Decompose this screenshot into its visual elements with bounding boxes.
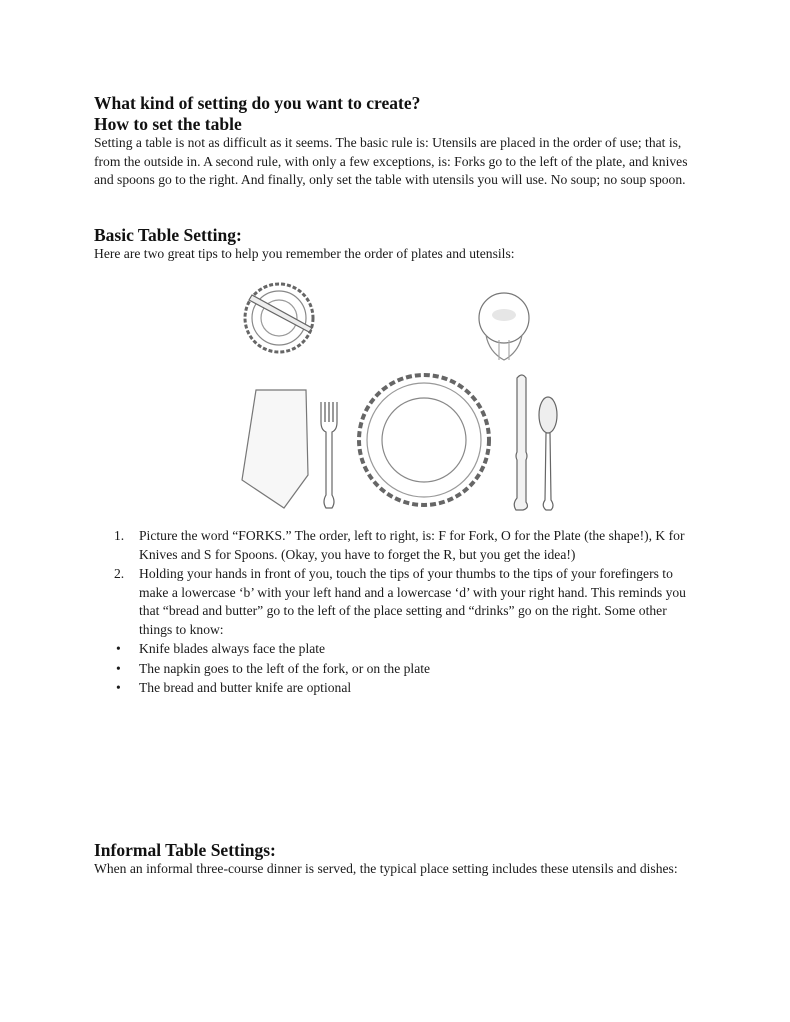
bread-plate-icon xyxy=(245,284,313,352)
list-item-text: Knife blades always face the plate xyxy=(139,641,326,656)
basic-setting-intro: Here are two great tips to help you remember the order of plates and utensils: xyxy=(94,246,515,261)
list-item xyxy=(114,660,699,679)
basic-setting-heading: Basic Table Setting: xyxy=(94,225,242,245)
dinner-plate-icon xyxy=(359,375,489,505)
list-marker: 1. xyxy=(114,528,125,543)
list-item xyxy=(114,565,699,639)
list-item-text: Picture the word “FORKS.” The order, left to right, is: F for Fork, O for the Plate (the shape!), K for Knives and S for Spoons. (Okay, you have to forget the R, but you get the idea!) xyxy=(139,528,685,562)
bullet-icon: • xyxy=(116,641,121,656)
spoon-icon xyxy=(539,397,557,510)
list-item xyxy=(114,679,699,698)
list-marker: 2. xyxy=(114,566,125,581)
list-item-text: The bread and butter knife are optional xyxy=(139,680,352,695)
list-item-text: The napkin goes to the left of the fork, or on the plate xyxy=(139,660,431,676)
knife-icon xyxy=(514,375,527,510)
informal-setting-intro: When an informal three-course dinner is served, the typical place setting includes these utensils and dishes: xyxy=(94,861,678,876)
list-item-text: Holding your hands in front of you, touch the tips of your thumbs to the tips of your forefingers to make a lowercase ‘b’ with your left hand and a lowercase ‘d’ with your right hand. This reminds you that “bread and butter” go to the left of the place setting and “drinks” go on the right. Some other things to know: xyxy=(139,566,686,637)
napkin-icon xyxy=(242,390,308,508)
fork-icon xyxy=(321,402,337,508)
bullet-icon: • xyxy=(116,660,121,676)
main-heading: What kind of setting do you want to create? xyxy=(94,93,421,113)
tips-list xyxy=(114,527,699,699)
list-item xyxy=(114,527,699,564)
table-setting-illustration xyxy=(234,280,584,515)
how-to-heading: How to set the table xyxy=(94,114,242,134)
informal-setting-heading: Informal Table Settings: xyxy=(94,840,276,860)
bullet-icon: • xyxy=(116,680,121,695)
list-item xyxy=(114,640,699,659)
water-glass-icon xyxy=(479,293,529,360)
intro-paragraph: Setting a table is not as difficult as it seems. The basic rule is: Utensils are placed in the order of use; that is, from the outside in. A second rule, with only a few exceptions, is: Forks go to the left of the plate, and knives and spoons go to the right. And finally, only set the table with utensils you will use. No soup; no soup spoon. xyxy=(94,135,688,187)
